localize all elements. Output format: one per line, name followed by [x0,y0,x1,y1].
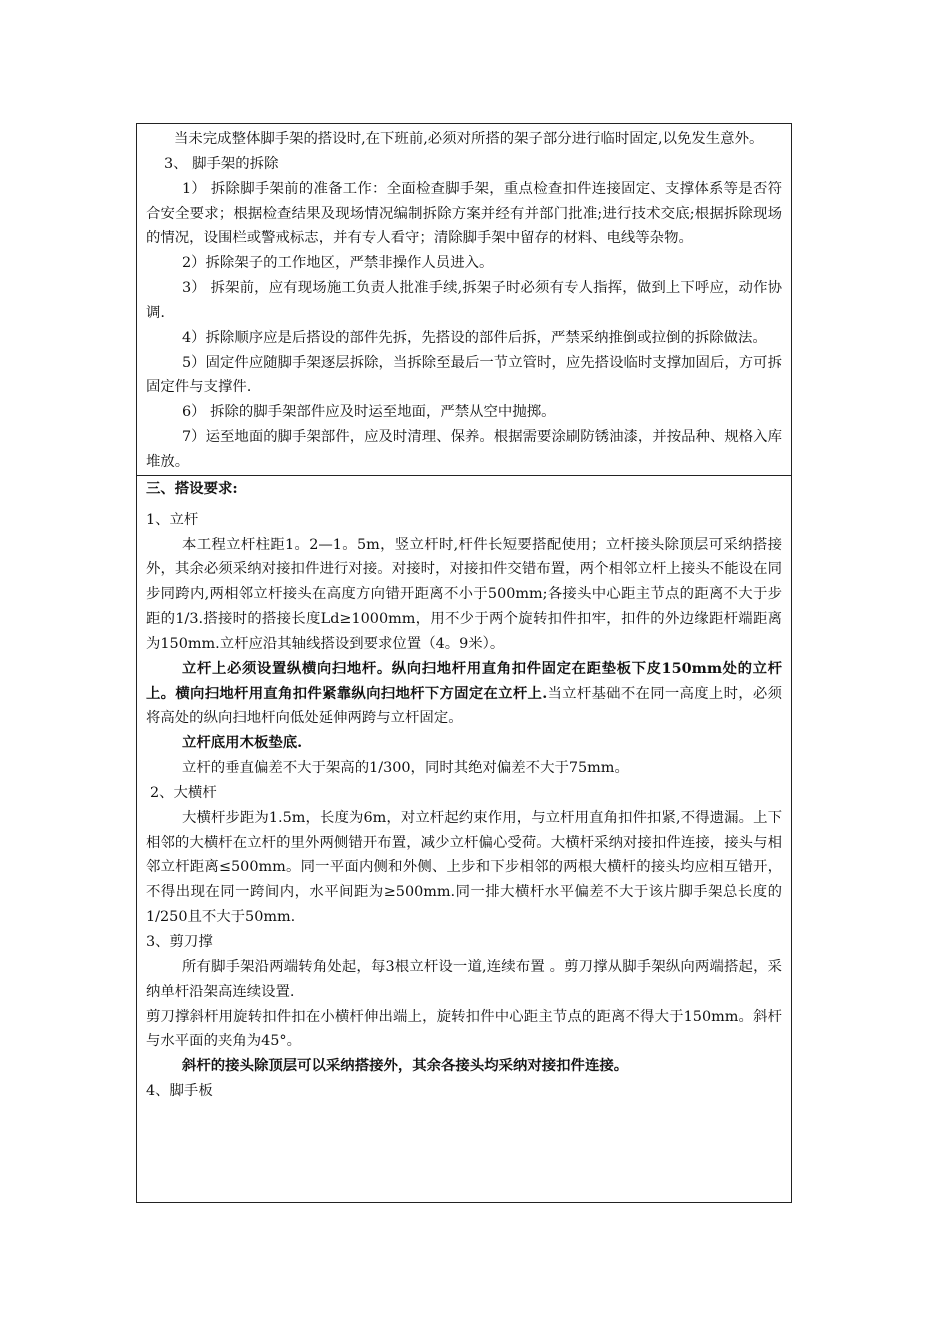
bracing-heading: 3、剪刀撑 [146,934,213,950]
section-title: 三、搭设要求: [146,479,238,497]
dismantle-item-2: 2）拆除架子的工作地区，严禁非操作人员进入。 [182,255,494,272]
dismantle-item-4: 4）拆除顺序应是后搭设的部件先拆，先搭设的部件后拆，严禁采纳推倒或拉倒的拆除做法。 [182,329,767,346]
poles-paragraph-1: 本工程立杆柱距1。2—1。5m，竖立杆时,杆件长短要搭配使用；立杆接头除顶层可采纳搭接外，其余必须采纳对接扣件进行对接。对接时，对接扣件交错布置，两个相邻立杆上接头不能设在同步同跨内,两相邻立杆接头在高度方向错开距离不小于500mm;各接头中心距主节点的距离不大于步距的1/3.搭接时的搭接长度Ld≥1000mm，用不少于两个旋转扣件扣牢，扣件的外边缘距杆端距离为150mm.立杆应沿其轴线搭设到要求位置（4。9米）。 [146,536,782,652]
poles-paragraph-2 [146,657,782,732]
intro-paragraph: 当未完成整体脚手架的搭设时,在下班前,必须对所搭的架子部分进行临时固定,以免发生意外。 [174,131,764,147]
ledger-heading: 2、大横杆 [150,784,217,801]
document-frame [136,123,792,1203]
bracing-paragraph-1: 所有脚手架沿两端转角处起，每3根立杆设一道,连续布置 。剪刀撑从脚手架纵向两端搭起，采纳单杆沿架高连续设置. [146,958,782,1000]
boards-heading: 4、脚手板 [146,1083,213,1100]
poles-paragraph-4: 立杆的垂直偏差不大于架高的1/300，同时其绝对偏差不大于75mm。 [182,760,629,777]
dismantle-item-5: 5）固定件应随脚手架逐层拆除，当拆除至最后一节立管时，应先搭设临时支撑加固后，方可拆固定件与支撑件. [146,354,782,396]
dismantle-heading: 3、 脚手架的拆除 [164,155,279,172]
bracing-paragraph-2: 剪刀撑斜杆用旋转扣件扣在小横杆伸出端上，旋转扣件中心距主节点的距离不得大于150mm。斜杆与水平面的夹角为45°。 [146,1008,782,1050]
poles-paragraph-3: 立杆底用木板垫底. [182,734,303,752]
dismantle-item-7: 7）运至地面的脚手架部件，应及时清理、保养。根据需要涂刷防锈油漆，并按品种、规格入库堆放。 [146,429,782,470]
dismantle-item-1: 1） 拆除脚手架前的准备工作：全面检查脚手架，重点检查扣件连接固定、支撑体系等是否符合安全要求；根据检查结果及现场情况编制拆除方案并经有并部门批准;进行技术交底;根据拆除现场的情况，设围栏或警戒标志，并有专人看守；清除脚手架中留存的材料、电线等杂物。 [146,180,782,247]
poles-paragraph-2-normal: 当立杆基础不在同一高度上时，必须将高处的纵向扫地杆向低处延伸两跨与立杆固定。 [146,685,782,727]
dismantle-item-6: 6） 拆除的脚手架部件应及时运至地面，严禁从空中抛掷。 [182,404,556,421]
dismantle-item-3: 3） 拆架前，应有现场施工负责人批准手续,拆架子时必须有专人指挥，做到上下呼应，动作协调. [146,280,782,321]
poles-heading: 1、立杆 [146,511,199,528]
ledger-paragraph-1: 大横杆步距为1.5m，长度为6m，对立杆起约束作用，与立杆用直角扣件扣紧,不得遗漏。上下相邻的大横杆在立杆的里外两侧错开布置，减少立杆偏心受荷。大横杆采纳对接扣件连接，接头与相邻立杆距离≤500mm。同一平面内侧和外侧、上步和下步相邻的两根大横杆的接头均应相互错开，不得出现在同一跨间内，水平间距为≥500mm.同一排大横杆水平偏差不大于该片脚手架总长度的1/250且不大于50mm. [146,809,782,926]
poles-paragraph-2-bold: 立杆上必须设置纵横向扫地杆。纵向扫地杆用直角扣件固定在距垫板下皮150mm处的立杆上。横向扫地杆用直角扣件紧靠纵向扫地杆下方固定在立杆上. [146,659,782,702]
bracing-paragraph-3: 斜杆的接头除顶层可以采纳搭接外，其余各接头均采纳对接扣件连接。 [182,1057,629,1075]
